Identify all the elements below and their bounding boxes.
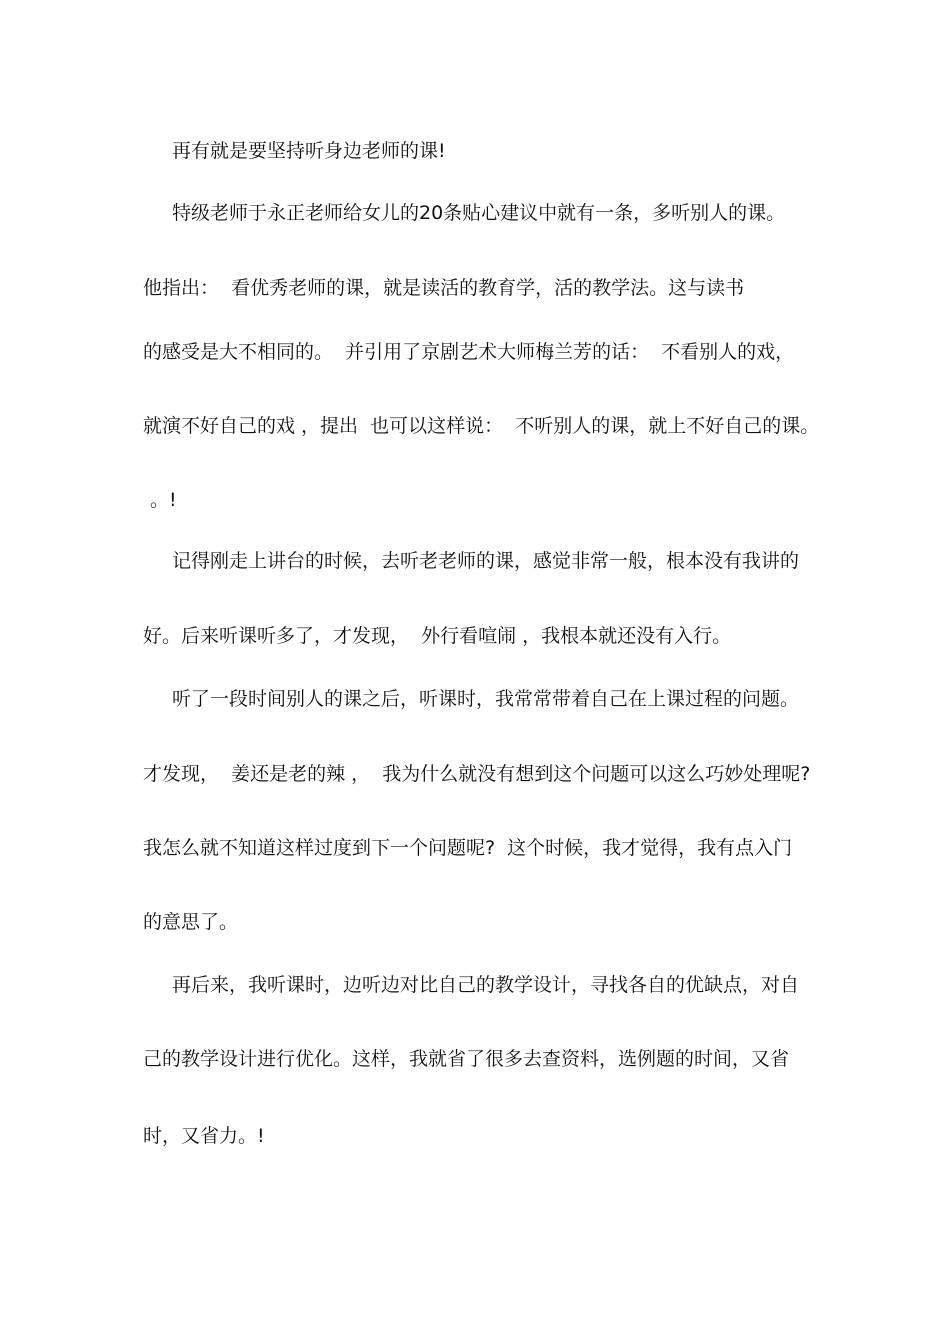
paragraph-line: 记得刚走上讲台的时候，去听老老师的课，感觉非常一般，根本没有我讲的 xyxy=(172,550,800,572)
paragraph-line: 就演不好自己的戏 ，提出 也可以这样说： 不听别人的课，就上不好自己的课。 xyxy=(143,415,820,437)
paragraph-line: 特级老师于永正老师给女儿的20条贴心建议中就有一条，多听别人的课。 xyxy=(172,202,786,224)
paragraph-line: 好。后来听课听多了，才发现， 外行看喧闹 ，我根本就还没有入行。 xyxy=(143,625,732,647)
paragraph-line: 才发现， 姜还是老的辣 ， 我为什么就没有想到这个问题可以这么巧妙处理呢? xyxy=(143,763,811,785)
paragraph-line: 我怎么就不知道这样过度到下一个问题呢? 这个时候，我才觉得，我有点入门 xyxy=(143,837,793,859)
paragraph-line: 时，又省力。! xyxy=(143,1125,265,1147)
paragraph-line: 听了一段时间别人的课之后，听课时，我常常带着自己在上课过程的问题。 xyxy=(172,688,800,710)
paragraph-line: 再后来，我听课时，边听边对比自己的教学设计，寻找各自的优缺点，对自 xyxy=(172,974,800,996)
paragraph-line: 。! xyxy=(150,489,177,511)
paragraph-line: 再有就是要坚持听身边老师的课! xyxy=(172,140,446,162)
paragraph-line: 他指出： 看优秀老师的课，就是读活的教育学，活的教学法。这与读书 xyxy=(143,277,745,299)
paragraph-line: 的意思了。 xyxy=(143,911,239,933)
paragraph-line: 己的教学设计进行优化。这样，我就省了很多去查资料，选例题的时间，又省 xyxy=(143,1048,790,1070)
paragraph-line: 的感受是大不相同的。 并引用了京剧艺术大师梅兰芳的话： 不看别人的戏， xyxy=(143,341,795,363)
